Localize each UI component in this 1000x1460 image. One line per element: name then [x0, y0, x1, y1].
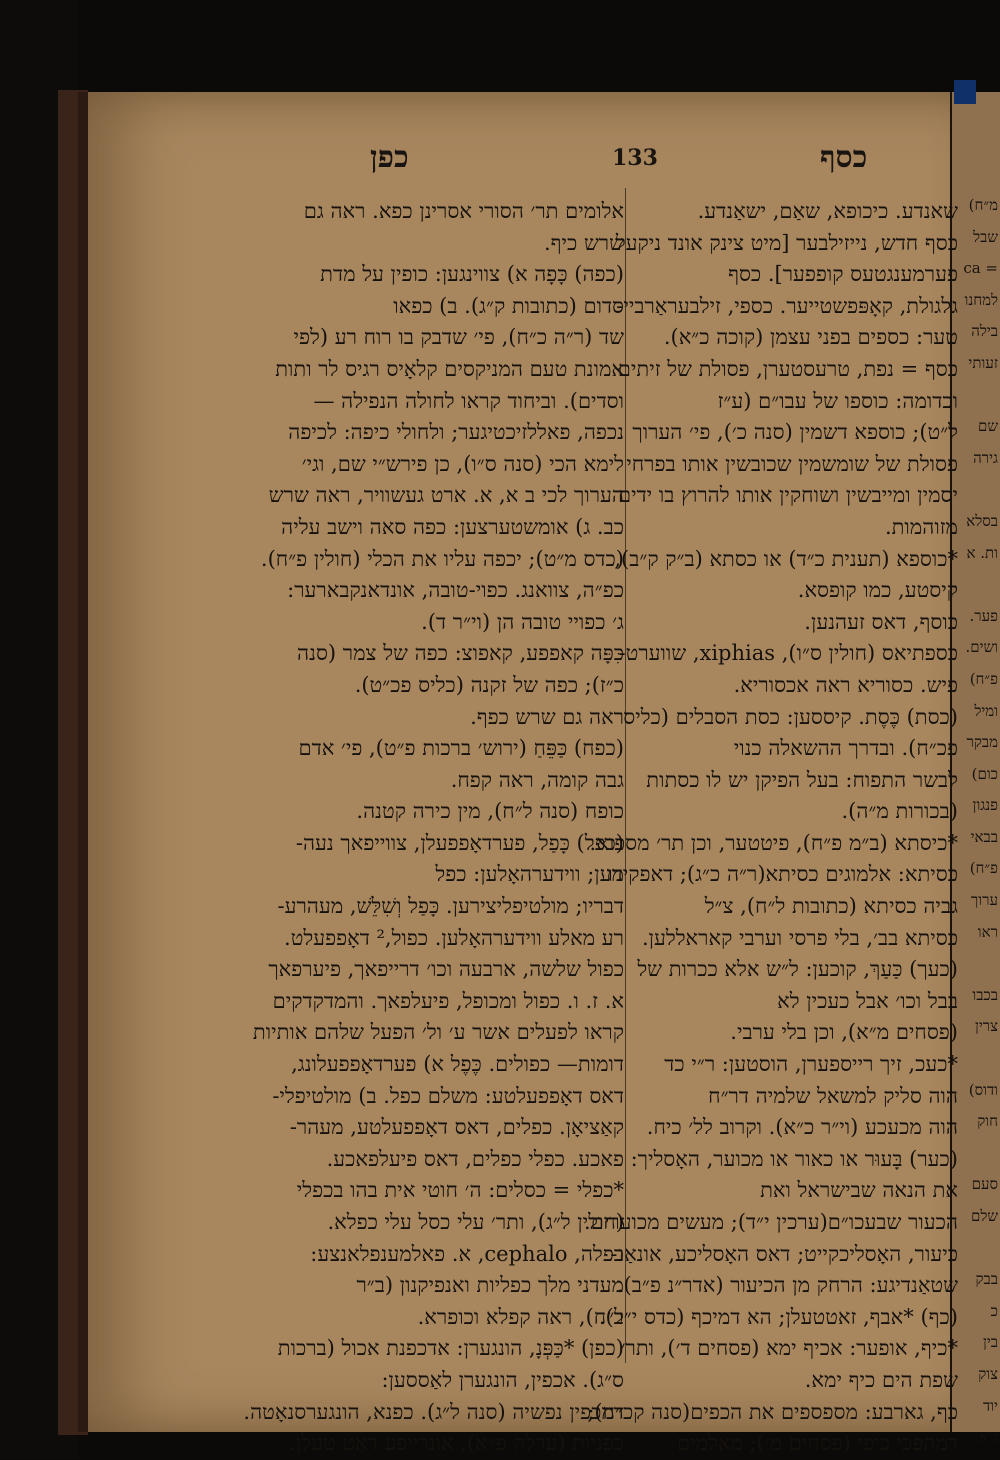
margin-fragment: ראו — [977, 922, 998, 941]
text-line: דמכפין נפשיה (סנה ל״ג). כפנא, הונגערסנאָטה. — [243, 1399, 624, 1424]
margin-fragment: גירה — [973, 448, 998, 467]
text-line: רע מאלע ווידערהאָלען. כפול,² דאָפפעלט. — [284, 925, 624, 950]
text-line: כפניות (ערלה פ״א), אונרייפע דאַט טעלן. — [289, 1431, 624, 1456]
text-line: *כפלי = כסלים: ה׳ חוטי אית בהו בכפלי — [296, 1178, 624, 1203]
text-line: (חולין ל״ג), ותר׳ עלי כסל עלי כפלא. — [327, 1210, 624, 1234]
margin-fragment: ג א — [979, 1428, 998, 1447]
text-line: את הנאה שבישראל ואת — [760, 1178, 958, 1203]
margin-fragment: חוק — [977, 1112, 998, 1131]
text-line: הוה מכעכע (וי״ר כ״א). וקרוב לל׳ כיח. — [646, 1115, 958, 1140]
header-left-word: כפן — [370, 140, 409, 175]
text-line: דאס דאָפפעלטע: משלם כפל. ב) מולטיפלי- — [272, 1083, 624, 1108]
text-line: אמונת טעם המניקסים קלאָיס רגיס לר ותות — [275, 356, 624, 381]
text-line: (כפה) כָּפָה א) צווינגען: כופין על מדת — [320, 262, 624, 287]
text-line: שטאַנדיגע: הרחק מן הכיעור (אדר״נ פ״ב). — [616, 1273, 958, 1298]
margin-fragment — [954, 1233, 998, 1265]
margin-fragment — [954, 569, 998, 601]
text-line: קראו לפעלים אשר ע׳ ול׳ הפעל שלהם אותיות — [252, 1020, 624, 1045]
text-line: ג׳ כפויי טובה הן (וי״ר ד). — [421, 609, 624, 634]
margin-fragment: מבקר — [966, 733, 998, 752]
text-line: כיעור, האָסליכקייט; דאס האָסליכע, אונאַנ- — [610, 1241, 958, 1266]
margin-fragment — [954, 380, 998, 412]
adjacent-page-margin — [954, 190, 998, 1454]
text-line: שפת הים כיף ימא. — [804, 1367, 958, 1392]
text-line: (כדס מ״ט); יכפה עליו את הכלי (חולין פ״ח). — [260, 546, 624, 571]
text-line: דומות— כפולים. כֶּפֶל א) פערדאָפפעלונג, — [291, 1052, 624, 1077]
text-line: (כסת) כֶּסֶת. קיססען: כסת הסבלים (כליס — [623, 704, 958, 729]
text-line: קאַציאָן. כפלים, דאס דאָפפעלטע, מעהר- — [289, 1115, 624, 1140]
margin-fragment: צרין — [975, 1017, 998, 1036]
text-line: בבל וכו׳ אבל כעכין לא — [777, 988, 958, 1013]
margin-fragment: בילה — [971, 322, 998, 341]
text-line: סדום (כתובות ק״ג). ב) כפאו — [393, 293, 624, 318]
bookmark-tab — [954, 80, 976, 104]
text-line: *כעכ, זיך רייספערן, הוסטען: ר״י כד — [664, 1052, 958, 1077]
text-line: גלגולת, קאָפּפשטייער. כספי, זילבעראַרביי- — [616, 293, 958, 318]
text-line: כסיתא: אלמוגים כסיתא(ר״ה כ״ג); דאפקידו — [607, 862, 958, 887]
text-line: טער: כספים בפני עצמן (קוכה כ״א). — [663, 325, 958, 350]
text-line: אלומים תר׳ הסורי אסרינן כפא. ראה גם — [303, 199, 624, 223]
margin-fragment: כ — [990, 1301, 998, 1320]
margin-fragment: מ״ח) — [968, 196, 998, 214]
margin-fragment: זעותי — [968, 353, 998, 372]
text-line: שאנדע. כיכופא, שאַם, ישאַנדע. — [697, 199, 958, 223]
text-line: (כף) *אבף, זאטטעלן; הא דמיכף (כדס י״ב). — [598, 1304, 958, 1329]
margin-fragment: פנגון — [972, 796, 998, 815]
text-line: שרש כיף. — [543, 230, 624, 255]
text-line: דבריו; מולטיפליצירען. כָּפַל וְשִׁלֵּשׁ, מעהרע- — [277, 894, 624, 919]
text-line: מזוהמות. — [884, 514, 958, 539]
text-line: ראה גם שרש כפף. — [470, 704, 624, 729]
text-line: (כפח) כַּפֵּחַ (ירוש׳ ברכות פ״ט), פי׳ אדם — [298, 736, 624, 761]
margin-fragment: כום) — [971, 764, 998, 783]
text-line: פסולת של שומשמין שכובשין אותו בפרחי — [626, 451, 958, 476]
text-line: הערוך לכי ב א, א. ארט געשוויר, ראה שרש — [268, 483, 624, 508]
text-line: *כיף, אופער: אכיף ימא (פסחים ד׳), ותר׳ — [620, 1336, 958, 1361]
text-line: כִּפָּה קאפפע, קאפוצ: כפה של צמר (סנה — [297, 641, 624, 666]
text-line: יסמין ומייבשין ושוחקין אותו להרוץ בו ידים — [617, 483, 958, 508]
text-line: *כיסתא (ב״מ פ״ח), פיטטער, וכן תר׳ מספוא. — [589, 830, 958, 855]
text-line: מעדני מלך כפליות ואנפיקנון (ב״ר — [356, 1273, 624, 1298]
text-line: כב. ג) אומשטערצען: כפה סאה וישב עליה — [281, 514, 624, 539]
margin-fragment: ודוס) — [968, 1080, 998, 1099]
text-line: כפול שלשה, ארבעה וכו׳ דרייפאך, פיערפאך — [268, 957, 624, 982]
margin-fragment: בכבו — [972, 985, 998, 1004]
left-text-column — [243, 196, 624, 1460]
text-line: (בכורות מ״ה). — [841, 799, 958, 824]
text-line: א. ז. ו. כפול ומכופל, פיעלפאך. והמדקדקים — [272, 988, 624, 1013]
text-line: (פסחים מ״א), וכן בלי ערבי. — [730, 1020, 958, 1045]
text-line: הכעור שבעכו״ם(ערכין י״ד); מעשים מכוערים. — [584, 1210, 958, 1234]
margin-fragment: יוד — [983, 1396, 998, 1415]
text-line: כסף = נפת, טרעסטערן, פסולת של זיתים — [617, 356, 958, 381]
margin-fragment: שלם — [971, 1207, 998, 1225]
text-line: דמהפכי כיפי (פסחים מ׳); מאלמים — [676, 1431, 958, 1456]
margin-fragment: בין — [983, 1333, 998, 1352]
margin-fragment: פ״ח) — [969, 669, 998, 688]
text-line: פכ״ח). ובדרך ההשאלה כנוי — [733, 736, 958, 761]
text-line: פאכע. כפלי כפלים, דאס פיעלפאכע. — [326, 1146, 624, 1171]
text-line: (כפל) כָּפַל, פערדאָפפעלן, צווייפאך נעה- — [295, 830, 624, 855]
right-text-column — [584, 196, 958, 1460]
margin-fragment: למחנו — [964, 290, 998, 309]
margin-fragment — [954, 1138, 998, 1170]
margin-fragment: ושים. — [965, 638, 998, 657]
page-number: 133 — [612, 145, 658, 171]
text-line: לבשר התפוח: בעל הפיקן יש לו כסתות — [646, 767, 958, 792]
text-line: ל״ט); כוספא דשמין (סנה כ׳), פי׳ הערוך — [632, 420, 958, 445]
text-line: שד (ר״ה כ״ח), פי׳ שדבק בו רוח רע (לפי — [293, 325, 624, 350]
text-line: כ״ז); כפה של זקנה (כליס פכ״ט). — [354, 672, 624, 697]
text-line: (כפן) *כַּפְּנָ, הונגערן: אדכפנת אכול (ברכות — [277, 1336, 624, 1361]
margin-fragment: = ca — [963, 259, 998, 278]
margin-fragment: שם — [978, 417, 998, 436]
margin-fragment: סעם — [971, 1175, 998, 1194]
text-line: כף, גארבע: מספספים את הכפים(סנה קכ״ח); — [587, 1399, 958, 1424]
text-line: קיסטע, כמו קופסא. — [797, 578, 958, 603]
margin-fragment: בבק — [975, 1270, 998, 1289]
margin-fragment: בבאי — [970, 827, 998, 846]
header-right-word: כסף — [820, 140, 868, 175]
margin-fragment: שבל — [973, 227, 998, 246]
text-line: *כוספא (תענית כ״ד) או כסתא (ב״ק ק״ב), — [614, 546, 958, 571]
text-line: גבה קומה, ראה קפח. — [450, 767, 624, 792]
margin-fragment: פער. — [969, 606, 998, 625]
text-line: גביה כסיתא (כתובות ל״ח), צ״ל — [704, 894, 958, 919]
margin-fragment: בסלא — [966, 511, 998, 530]
text-line: וכדומה: כוספו של עבו״ם (ע״ז — [717, 388, 958, 413]
text-line: ס״ג). אכפין, הונגערן לאַססען: — [381, 1367, 624, 1392]
text-line: כפ״ה, צוואנג. כפוי-טובה, אונדאנקבארער: — [287, 578, 624, 603]
text-line: פערמענגטעס קופפער]. כסף — [728, 262, 958, 287]
text-line: נכפה, פאללזיכטיגער; ולחולי כיפה: לכיפה — [288, 420, 624, 445]
text-line: כופח (סנה ל״ח), מין כירה קטנה. — [356, 799, 624, 824]
text-line: מען; ווידערהאָלען: כפל — [435, 862, 624, 887]
text-line: הוה סליק למשאל שלמיה דר״ח — [708, 1083, 958, 1108]
margin-fragment — [954, 948, 998, 980]
margin-fragment: צוק — [978, 1364, 998, 1383]
text-line: כסף חדש, נייזילבער [מיט צינק אונד ניקעל — [615, 230, 958, 255]
text-line: וסדים). וביחוד קראו לחולה הנפילה — — [313, 388, 624, 413]
margin-fragment — [954, 1043, 998, 1075]
margin-fragment — [954, 474, 998, 506]
text-line: כוסף, דאס זעהנען. — [804, 609, 958, 634]
text-line: ל״ח), ראה קפלא וכופרא. — [417, 1304, 624, 1329]
text-line: פיש. כסוריא ראה אכסוריא. — [733, 672, 958, 697]
text-line: כספתיאס (חולין ס״ו), xiphias, שווערט- — [618, 641, 958, 666]
margin-fragment: ות. א — [966, 543, 998, 562]
margin-fragment: ומיל — [974, 701, 998, 720]
margin-fragment: פ״ח) — [969, 859, 998, 878]
margin-fragment: ערוך — [970, 891, 998, 910]
text-line: לימא הכי (סנה ס״ו), כן פירש״י שם, וגי׳ — [301, 451, 624, 476]
text-line: (כעך) כַּעַךְ, קוכען: ל״ש אלא ככרות של — [637, 957, 958, 982]
text-line: כפלה, cephalo, א. פאלמענפלאנצע: — [310, 1241, 624, 1266]
text-line: כסיתא בב׳, בלי פרסי וערבי קאראללען. — [641, 925, 958, 950]
text-line: (כער) בָּעוּר או כאור או מכוער, האָסליך: — [630, 1146, 958, 1171]
